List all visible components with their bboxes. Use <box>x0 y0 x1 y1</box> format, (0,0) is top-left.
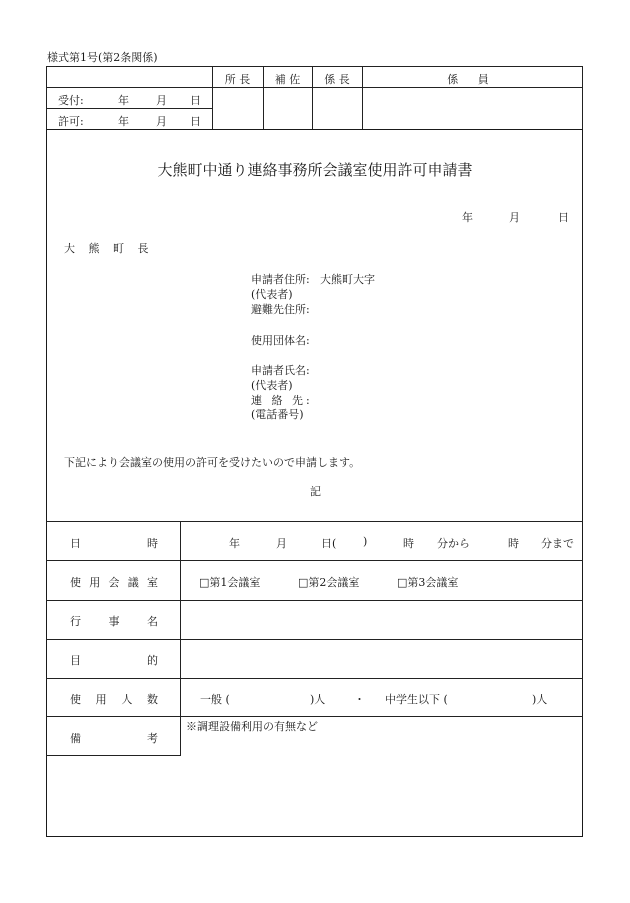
room-label: 使 用 会 議 室 <box>70 576 158 589</box>
event-name-label: 行 事 名 <box>70 615 158 628</box>
separator-dot: ・ <box>354 693 365 706</box>
phone-label: (電話番号) <box>251 408 304 421</box>
ki-mark: 記 <box>310 485 321 498</box>
datetime-hour-from: 時 <box>403 537 414 550</box>
general-count-label: 一般 ( <box>200 693 230 706</box>
representative-1: (代表者) <box>251 288 293 301</box>
permit-month: 月 <box>156 115 167 128</box>
date-month: 月 <box>509 211 520 224</box>
purpose-label: 目 的 <box>70 654 158 667</box>
header-hosa: 補 佐 <box>274 73 301 86</box>
evacuation-address-label: 避難先住所: <box>251 303 310 316</box>
junior-count-unit: )人 <box>532 693 548 706</box>
form-number: 様式第1号(第2条関係) <box>47 51 158 64</box>
room-option-3[interactable]: □第3会議室 <box>397 576 459 589</box>
datetime-day: 日( <box>321 537 337 550</box>
permit-day: 日 <box>190 115 201 128</box>
datetime-paren-close: ) <box>363 535 368 548</box>
header-kakaricho: 係 長 <box>324 73 350 86</box>
purpose-field[interactable] <box>182 640 581 677</box>
room-option-2[interactable]: □第2会議室 <box>298 576 360 589</box>
applicant-address-label: 申請者住所: <box>251 273 310 286</box>
group-name-label: 使用団体名: <box>251 334 310 347</box>
date-day: 日 <box>558 211 569 224</box>
permit-year: 年 <box>118 115 129 128</box>
receipt-year: 年 <box>118 94 129 107</box>
contact-label: 連 絡 先: <box>251 394 313 407</box>
attendees-label: 使 用 人 数 <box>70 693 158 706</box>
event-name-field[interactable] <box>182 601 581 638</box>
header-shocho: 所 長 <box>224 73 251 86</box>
junior-count-label: 中学生以下 ( <box>385 693 448 706</box>
datetime-label: 日 時 <box>70 537 158 550</box>
datetime-hour-to: 時 <box>508 537 519 550</box>
permit-label: 許可: <box>58 115 84 128</box>
representative-2: (代表者) <box>251 379 293 392</box>
general-count-unit: )人 <box>310 693 326 706</box>
datetime-minute-from: 分から <box>437 537 470 550</box>
remarks-note: ※調理設備利用の有無など <box>186 720 318 733</box>
receipt-day: 日 <box>190 94 201 107</box>
datetime-minute-to: 分まで <box>541 537 574 550</box>
applicant-address-value: 大熊町大字 <box>320 273 375 286</box>
datetime-year: 年 <box>229 537 240 550</box>
receipt-label: 受付: <box>58 94 84 107</box>
header-kakariin: 係 員 <box>447 73 497 86</box>
statement: 下記により会議室の使用の許可を受けたいので申請します。 <box>64 456 361 469</box>
remarks-label: 備 考 <box>70 732 158 745</box>
room-option-1[interactable]: □第1会議室 <box>199 576 261 589</box>
form-title: 大熊町中通り連絡事務所会議室使用許可申請書 <box>157 161 473 179</box>
date-year: 年 <box>462 211 473 224</box>
receipt-month: 月 <box>156 94 167 107</box>
recipient: 大 熊 町 長 <box>64 242 154 255</box>
applicant-name-label: 申請者氏名: <box>251 364 310 377</box>
datetime-month: 月 <box>276 537 287 550</box>
